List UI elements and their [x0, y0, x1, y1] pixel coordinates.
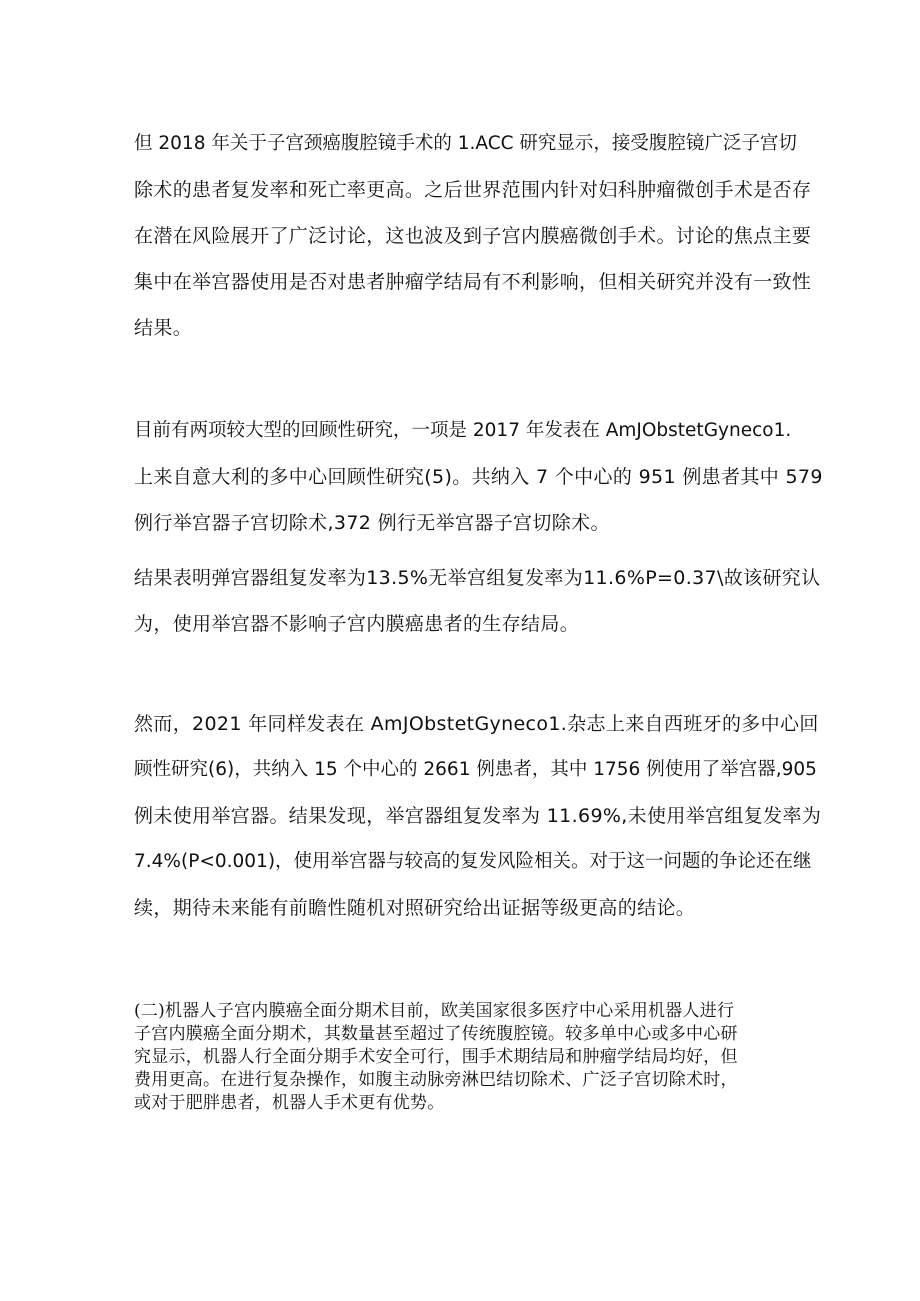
- text-line: 例行举宫器子宫切除术,372 例行无举宫器子宫切除术。: [134, 512, 610, 534]
- paragraph-italian-results: [134, 555, 824, 647]
- text-line: 除术的患者复发率和死亡率更高。之后世界范围内针对妇科肿瘤微创手术是否存: [134, 179, 812, 201]
- text-line: 然而，2021 年同样发表在 AmJObstetGyneco1.杂志上来自西班牙的多中心回: [134, 713, 819, 735]
- paragraph-robotic-staging: [134, 1000, 824, 1115]
- text-line: 子宫内膜癌全面分期术，其数量甚至超过了传统腹腔镜。较多单中心或多中心研: [134, 1024, 738, 1044]
- text-line: 结果表明弹宫器组复发率为13.5%无举宫组复发率为11.6%P=0.37\故该研究认: [134, 567, 821, 589]
- paragraph-lacc-background: [134, 121, 824, 351]
- text-line: 例未使用举宫器。结果发现，举宫器组复发率为 11.69%,未使用举宫组复发率为: [134, 805, 822, 827]
- text-line: 费用更高。在进行复杂操作，如腹主动脉旁淋巴结切除术、广泛子宫切除术时，: [134, 1070, 738, 1090]
- paragraph-spanish-study: [134, 701, 824, 931]
- text-line: 为，使用举宫器不影响子宫内膜癌患者的生存结局。: [134, 613, 580, 635]
- text-line: (二)机器人子宫内膜癌全面分期术目前，欧美国家很多医疗中心采用机器人进行: [134, 1001, 735, 1021]
- text-line: 结果。: [134, 317, 193, 339]
- text-line: 续，期待未来能有前瞻性随机对照研究给出证据等级更高的结论。: [134, 897, 696, 919]
- text-line: 7.4%(P<0.001)，使用举宫器与较高的复发风险相关。对于这一问题的争论还在继: [134, 851, 812, 872]
- text-line: 顾性研究(6)，共纳入 15 个中心的 2661 例患者，其中 1756 例使用了举宫器,905: [134, 759, 817, 780]
- text-line: 或对于肥胖患者，机器人手术更有优势。: [134, 1093, 445, 1113]
- paragraph-italian-study: [134, 408, 824, 546]
- text-line: 目前有两项较大型的回顾性研究，一项是 2017 年发表在 AmJObstetGyneco1.: [134, 420, 792, 441]
- text-line: 上来自意大利的多中心回顾性研究(5)。共纳入 7 个中心的 951 例患者其中 579: [134, 466, 823, 488]
- text-line: 集中在举宫器使用是否对患者肿瘤学结局有不利影响，但相关研究并没有一致性: [134, 271, 812, 293]
- text-line: 但 2018 年关于子宫颈癌腹腔镜手术的 1.ACC 研究显示，接受腹腔镜广泛子宫切: [134, 133, 797, 154]
- text-line: 究显示，机器人行全面分期手术安全可行，围手术期结局和肿瘤学结局均好，但: [134, 1047, 738, 1067]
- text-line: 在潜在风险展开了广泛讨论，这也波及到子宫内膜癌微创手术。讨论的焦点主要: [134, 225, 812, 247]
